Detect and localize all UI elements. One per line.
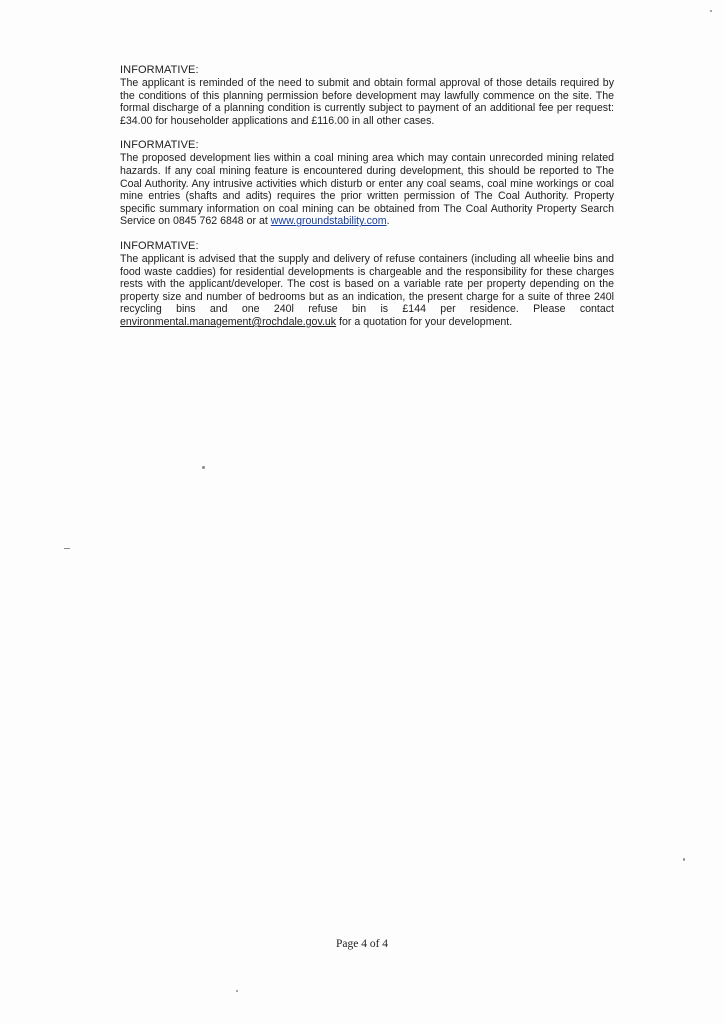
email-link[interactable]: environmental.management@rochdale.gov.uk	[120, 315, 337, 328]
informative-block-2	[120, 139, 614, 228]
informative-text: The applicant is reminded of the need to submit and obtain formal approval of those details required by the conditions of this planning permission before development may lawfully commence on the site. The formal discharge of a planning condition is currently subject to payment of an additional fee per request: £34.00 for householder applications and £116.00 in all other cases.	[120, 77, 614, 127]
informative-block-3	[120, 240, 614, 329]
scan-speck	[710, 10, 712, 12]
scan-speck	[64, 548, 70, 549]
informative-heading: INFORMATIVE:	[120, 139, 199, 152]
groundstability-link[interactable]: www.groundstability.com	[270, 215, 387, 228]
page-number: Page 4 of 4	[335, 938, 389, 950]
informative-heading: INFORMATIVE:	[120, 239, 199, 252]
scan-speck	[683, 858, 685, 861]
informative-block-1	[120, 64, 614, 127]
informative-text: The proposed development lies within a coal mining area which may contain unrecorded mining related hazards. If any coal mining feature is encountered during development, this should be reported to The Coal Authority. Any intrusive activities which disturb or enter any coal seams, coal mine workings or coal mine entries (shafts and adits) requires the prior written permission of The Coal Authority. Property specific summary information on coal mining can be obtained from The Coal Authority Property Search Service on 0845 762 6848 or at www.groundstability.com.	[120, 152, 614, 228]
informative-text: The applicant is advised that the supply and delivery of refuse containers (including all wheelie bins and food waste caddies) for residential developments is chargeable and the responsibility for these charges rests with the applicant/developer. The cost is based on a variable rate per property depending on the property size and number of bedrooms but as an indication, the present charge for a suite of three 240l recycling bins and one 240l refuse bin is £144 per residence. Please contact environmental.management@rochdale.gov.uk for a quotation for your development.	[120, 252, 614, 328]
document-body	[120, 64, 614, 341]
scan-speck	[202, 466, 205, 469]
informative-heading: INFORMATIVE:	[120, 64, 199, 76]
scan-speck	[236, 990, 238, 992]
